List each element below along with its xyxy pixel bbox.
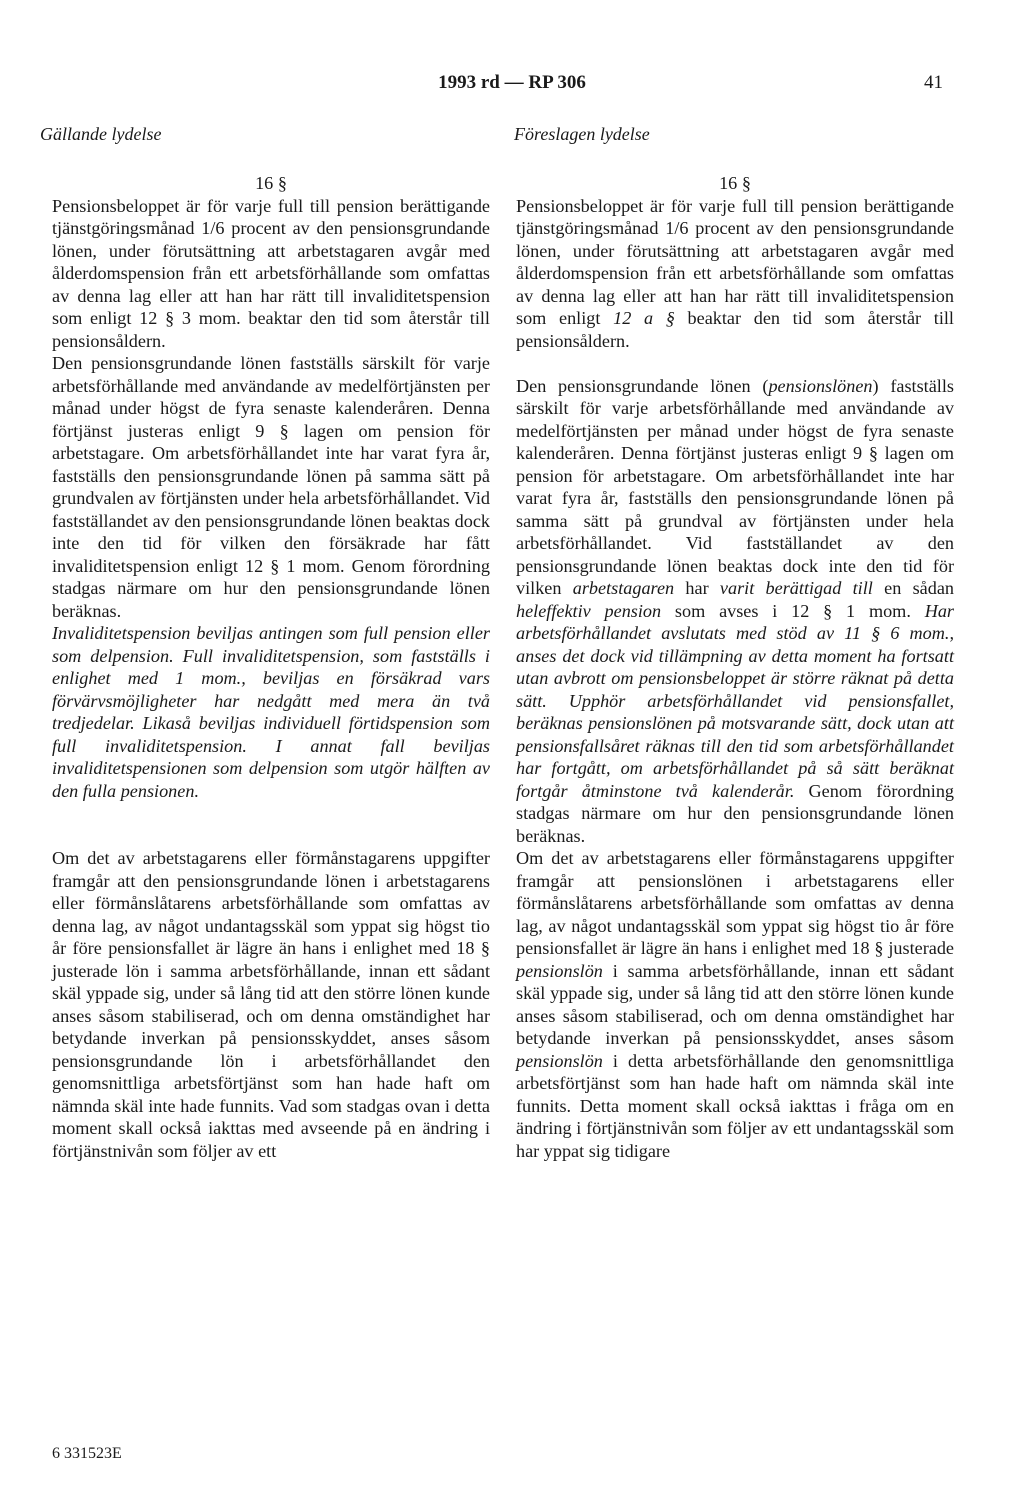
- page-number: 41: [924, 72, 943, 93]
- right-p1-tail: beaktar den tid som återstår till pensionsåldern.: [516, 308, 954, 351]
- right-p1-text: Pensionsbeloppet är för varje full till pension berättigande tjänstgöringsmånad 1/6 procent av den pensionsgrundande lönen, under förutsättning att arbetstagaren avgår med ålderdomspension från ett arbetsförhållande som omfattas av denna lag eller att han har rätt till invaliditetspension som enligt: [516, 195, 954, 328]
- right-p3-e: i detta arbetsförhållande den genomsnittliga arbetsförtjänst som han hade haft om nämnda skäl inte funnits. Detta moment skall också iakttas i fråga om en ändring i förtjänstnivån som följer av ett undantagsskäl som har yppat sig tidigare: [516, 1050, 954, 1161]
- right-p2-a: Den pensionsgrundande lönen (: [516, 375, 769, 396]
- right-p2-h: heleffektiv pension: [516, 600, 662, 621]
- right-p3-d: pensionslön: [516, 1050, 603, 1071]
- right-p1-ref: 12 a §: [613, 308, 675, 328]
- left-column: [52, 172, 490, 1162]
- right-p2-c: ) fastställs särskilt för varje arbetsförhållande med användande av medelförtjänsten per månad under högst de fyra senaste kalenderåren. Denna förtjänst justeras enligt 9 § lagen om pension för arbetstagare. Om arbetsförhållandet inte har varat fyra år, fastställs den pensionsgrundande lönen på samma sätt på grundval av förtjänsten under hela arbetsförhållandet. Vid fastställandet av den pensionsgrundande lönen beaktas dock inte den tid för vilken: [516, 375, 954, 598]
- right-p2-g: en sådan: [872, 578, 954, 598]
- left-paragraph-2: Den pensionsgrundande lönen fastställs särskilt för varje arbetsförhållande med användande av medelförtjänsten per månad under högst de fyra senaste kalenderåren. Denna förtjänst justeras enligt 9 § lagen om pension för arbetstagare. Om arbetsförhållandet inte har varat fyra år, fastställs den pensionsgrundande lönen på samma sätt på grundvalen av förtjänsten under hela arbetsförhållandet. Vid fastställandet av den pensionsgrundande lönen beaktas dock inte den tid för vilken den försäkrade har fått invaliditetspension enligt 12 § 1 mom. Genom förordning stadgas närmare om hur den pensionsgrundande lönen beräknas.: [52, 353, 490, 621]
- right-p3-c: i samma arbetsförhållande, innan ett sådant skäl yppade sig, under så lång tid att den större lönen kunde anses såsom stabiliserad, och om denna omständighet har betydande inverkan på pensionsskyddet, anses såsom: [516, 960, 954, 1048]
- left-paragraph-4: Om det av arbetstagarens eller förmånstagarens uppgifter framgår att den pensionsgrundande lönen i arbetstagarens eller förmånslåtarens arbetsförhållande som omfattas av denna lag, av något undantagsskäl som yppat sig högst tio år före pensionsfallet är lägre än hans i enlighet med 18 § justerade lön i samma arbetsförhållande, innan ett sådant skäl yppade sig, under så lång tid att den större lönen kunde anses såsom stabiliserad, och om denna omständighet har betydande inverkan på pensionsskyddet, anses såsom pensionsgrundande lön i arbetsförhållandet den genomsnittliga arbetsförtjänst som han hade haft om nämnda skäl inte hade funnits. Vad som stadgas ovan i detta moment skall också iakttas med avseende på en ändring i förtjänstnivån som följer av ett: [52, 848, 490, 1161]
- footer-code: 6 331523E: [52, 1445, 122, 1462]
- left-section-number: 16 §: [255, 173, 287, 193]
- right-p2-e: har: [674, 578, 720, 598]
- right-p2-k: Genom förordning stadgas närmare om hur den pensionsgrundande lönen beräknas.: [516, 780, 955, 846]
- right-paragraph-3: [516, 847, 954, 1162]
- right-section-number: 16 §: [719, 173, 751, 193]
- right-paragraph-2: [516, 375, 954, 848]
- page-header-title: 1993 rd — RP 306: [438, 72, 586, 93]
- right-p2-d: arbetstagaren: [572, 578, 675, 598]
- right-p3-a: Om det av arbetstagarens eller förmånstagarens uppgifter framgår att pensionslönen i arbetstagarens eller förmånslåtarens arbetsförhållande som omfattas av denna lag, av något undantagsskäl som yppat sig högst tio år före pensionsfallet är lägre än hans i enlighet med 18 § justerade: [516, 848, 954, 958]
- left-paragraph-1: Pensionsbeloppet är för varje full till pension berättigande tjänstgöringsmånad 1/6 procent av den pensionsgrundande lönen, under förutsättning att arbetstagaren avgår med ålderdomspension från ett arbetsförhållande som omfattas av denna lag eller att han har rätt till invaliditetspension som enligt 12 § 3 mom. beaktar den tid som återstår till pensionsåldern.: [52, 195, 490, 351]
- right-column-heading: Föreslagen lydelse: [514, 124, 650, 144]
- right-p2-i: som avses i 12 § 1 mom.: [661, 600, 925, 621]
- right-column: [516, 172, 954, 1162]
- right-p2-b: pensionslönen: [768, 375, 873, 396]
- right-p2-j: Har arbetsförhållandet avslutats med stöd av 11 § 6 mom., anses det dock vid tillämpning av detta moment ha fortsatt utan avbrott om pensionsbeloppet är större räknat på detta sätt. Upphör arbetsförhållandet vid pensionsfallet, beräknas pensionslönen på motsvarande sätt, dock utan att pensionsfallsåret räknas till den tid som arbetsförhållandet har fortgått, om arbetsförhållandet på så sätt beräknat fortgår åtminstone två kalenderår.: [516, 600, 954, 801]
- right-p2-f: varit berättigad till: [719, 578, 873, 598]
- left-paragraph-3: Invaliditetspension beviljas antingen som full pension eller som delpension. Full invaliditetspension, som fastställs i enlighet med 1 mom., beviljas en försäkrad vars förvärvsmöjligheter har nedgått med mera än två tredjedelar. Likaså beviljas individuell förtidspension som full invaliditetspension. I annat fall beviljas invaliditetspensionen som delpension som utgör hälften av den fulla pensionen.: [52, 623, 490, 801]
- right-p3-b: pensionslön: [516, 960, 603, 981]
- right-paragraph-1: [516, 195, 954, 353]
- left-column-heading: Gällande lydelse: [40, 124, 162, 144]
